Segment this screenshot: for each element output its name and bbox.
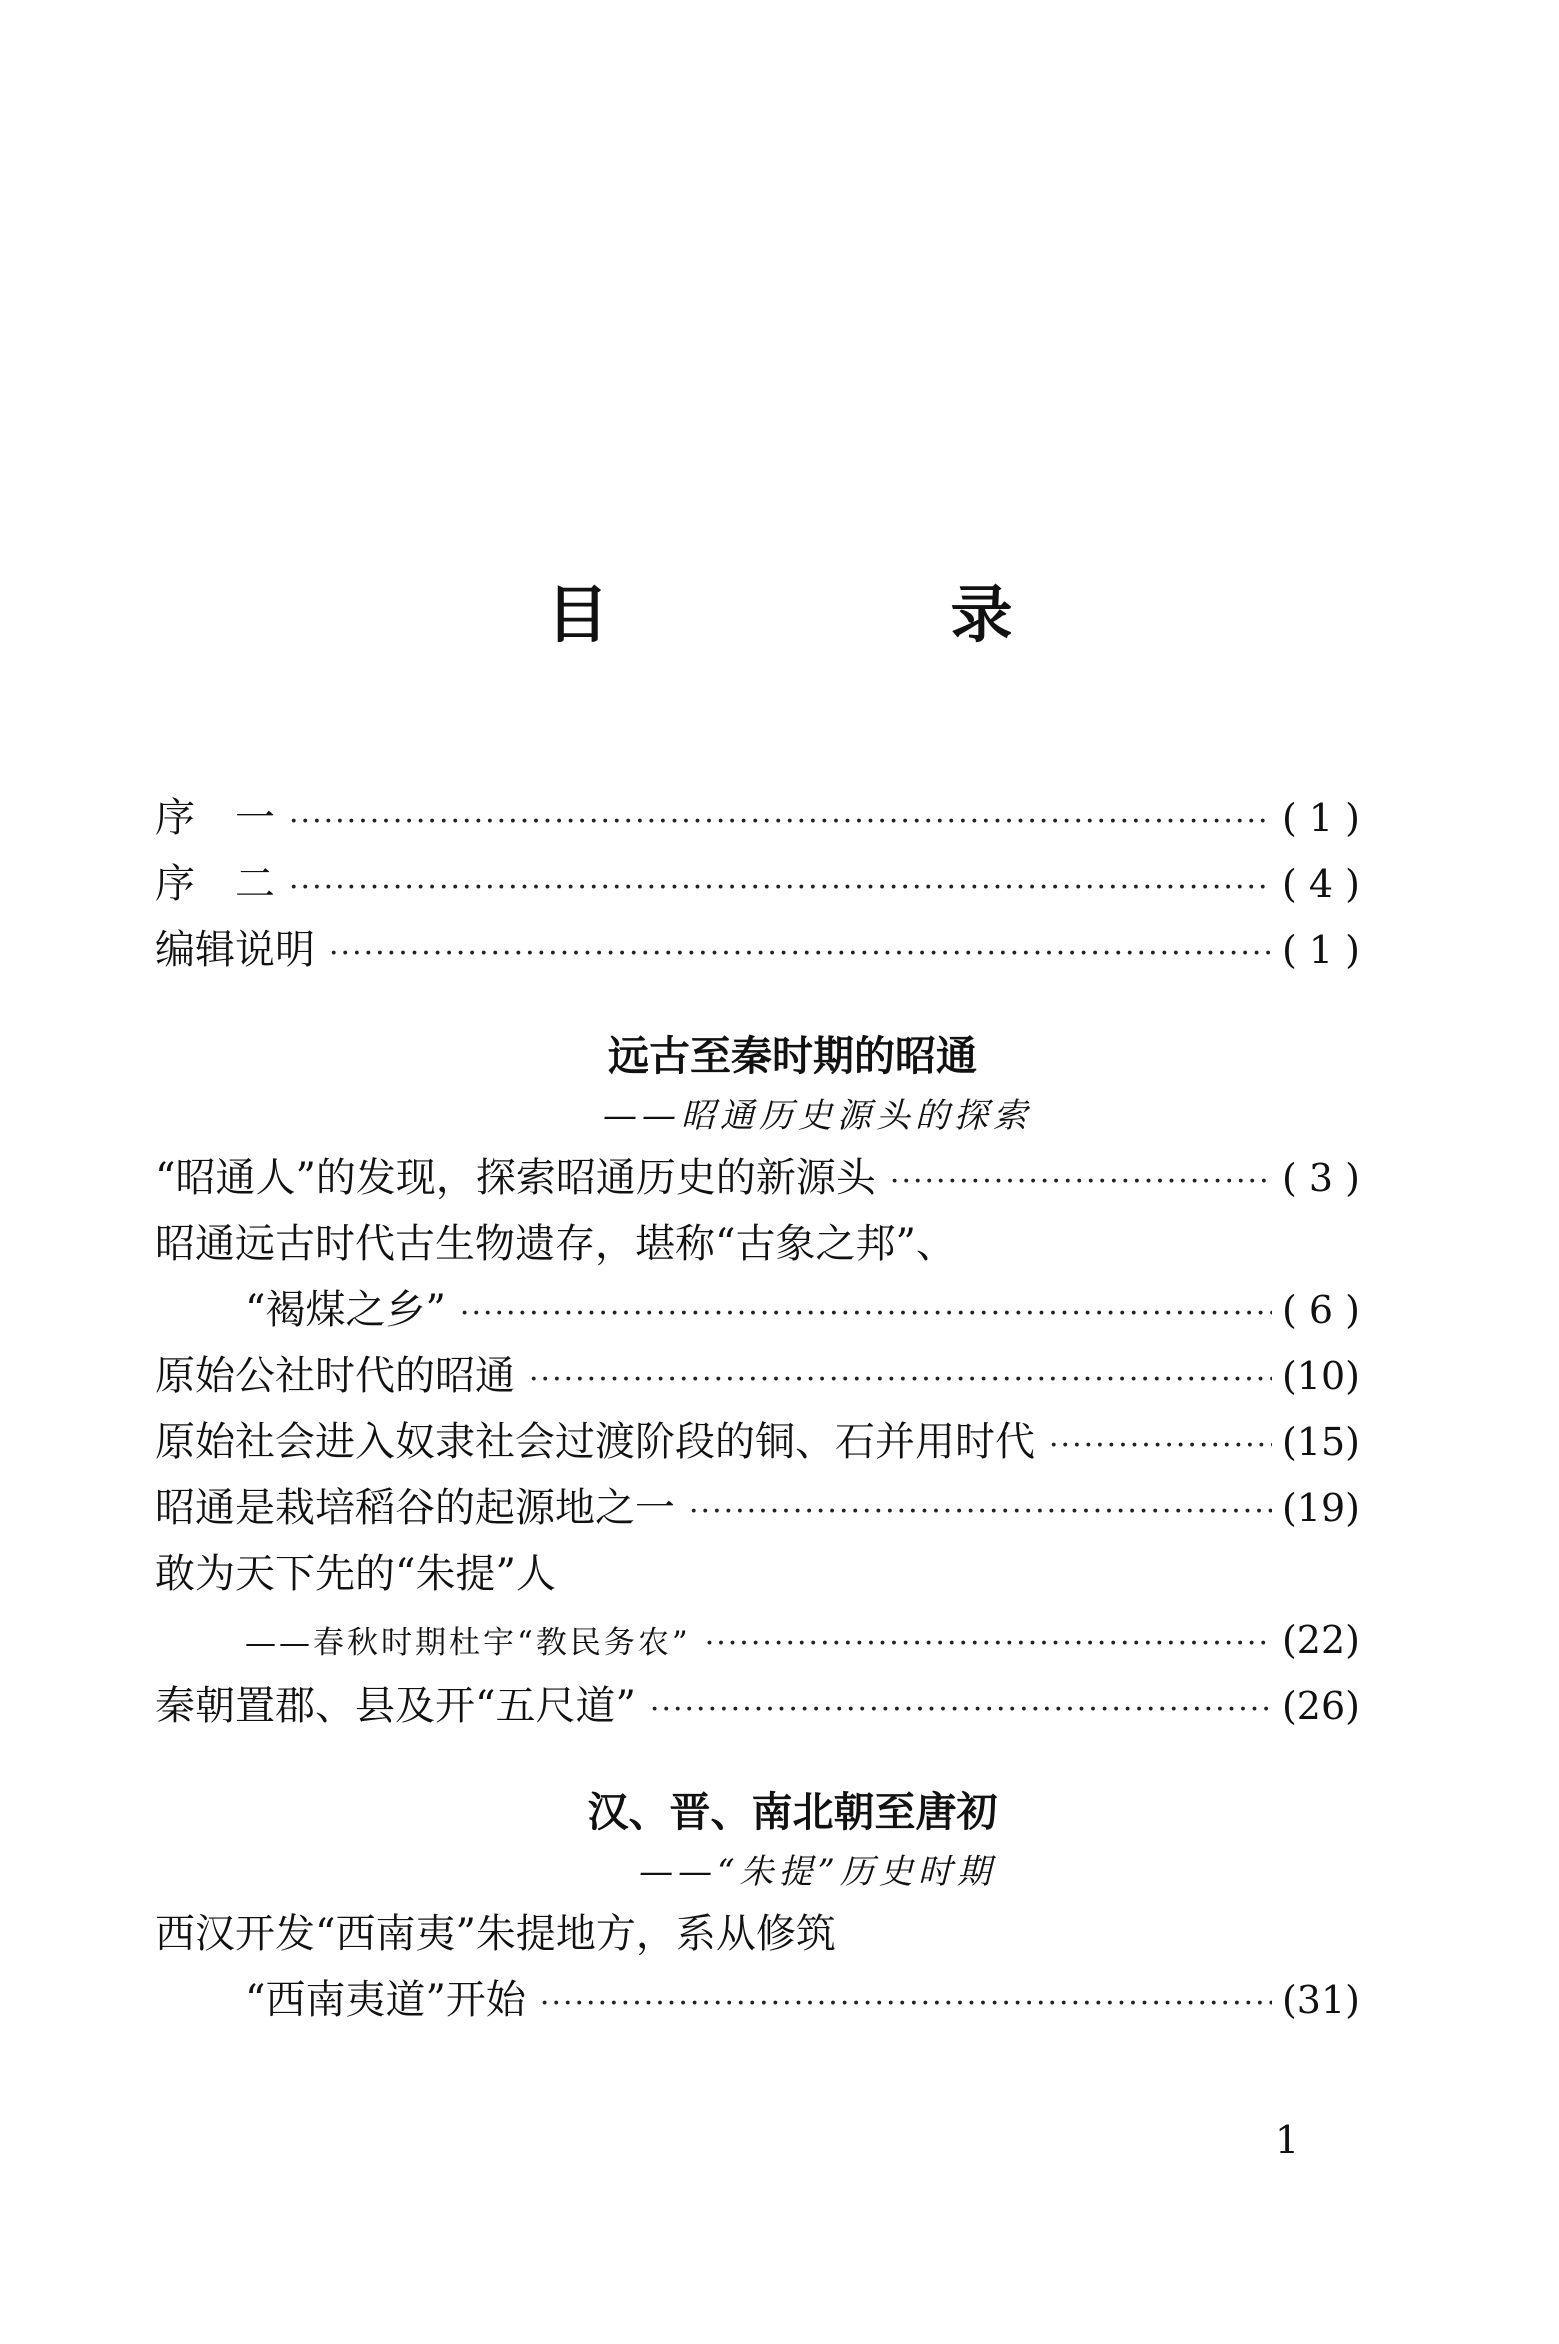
table-of-contents	[155, 785, 1360, 2033]
dot-leader	[289, 855, 1272, 921]
toc-entry[interactable]	[155, 1145, 1360, 1211]
toc-entry-label: 昭通是栽培稻谷的起源地之一	[155, 1485, 675, 1531]
page-title: 目 录	[546, 578, 1153, 651]
toc-entry-first-line[interactable]: 昭通远古时代古生物遗存，堪称“古象之邦”、	[155, 1221, 956, 1267]
toc-entry-page: ( 3 )	[1282, 1156, 1360, 1200]
toc-entry[interactable]	[155, 1607, 1360, 1673]
toc-entry[interactable]	[155, 1673, 1360, 1739]
page-number: 1	[1275, 2118, 1300, 2162]
toc-entry[interactable]	[155, 1475, 1360, 1541]
dot-leader	[289, 789, 1272, 855]
toc-entry-label: ——春秋时期杜宇“教民务农”	[245, 1625, 691, 1661]
toc-entry-first-line[interactable]: 敢为天下先的“朱提”人	[155, 1551, 556, 1597]
toc-entry-page: (22)	[1281, 1618, 1360, 1662]
dot-leader	[689, 1479, 1272, 1545]
toc-entry[interactable]	[155, 1409, 1360, 1475]
dot-leader	[1049, 1413, 1272, 1479]
toc-entry-page: (31)	[1281, 1978, 1360, 2022]
dot-leader	[540, 1971, 1272, 2037]
toc-entry-label: “西南夷道”开始	[245, 1977, 526, 2023]
toc-entry-page: (26)	[1281, 1684, 1360, 1728]
toc-entry-label: 编辑说明	[155, 927, 315, 973]
dot-leader	[529, 1347, 1272, 1413]
section-subheading: ——“朱提”历史时期	[639, 1852, 996, 1892]
toc-entry-label: 原始公社时代的昭通	[155, 1353, 515, 1399]
dot-leader	[650, 1677, 1272, 1743]
toc-entry-page: ( 1 )	[1282, 796, 1360, 840]
toc-entry-page: ( 4 )	[1282, 862, 1360, 906]
toc-entry-preface-2[interactable]	[155, 851, 1360, 917]
toc-entry-label: 原始社会进入奴隶社会过渡阶段的铜、石并用时代	[155, 1419, 1035, 1465]
toc-entry-page: (19)	[1281, 1486, 1360, 1530]
section-heading: 汉、晋、南北朝至唐初	[587, 1788, 998, 1836]
toc-entry-editorial-note[interactable]	[155, 917, 1360, 983]
toc-entry-label: 序 一	[155, 795, 275, 841]
toc-entry-page: (15)	[1281, 1420, 1360, 1464]
toc-entry-label: “昭通人”的发现，探索昭通历史的新源头	[155, 1155, 876, 1201]
toc-entry-label: 序 二	[155, 861, 275, 907]
dot-leader	[890, 1149, 1272, 1215]
toc-entry-page: ( 6 )	[1282, 1288, 1360, 1332]
toc-entry-preface-1[interactable]	[155, 785, 1360, 851]
dot-leader	[705, 1611, 1272, 1677]
toc-entry-label: 秦朝置郡、县及开“五尺道”	[155, 1683, 636, 1729]
toc-entry-label: “褐煤之乡”	[245, 1287, 446, 1333]
section-subheading: ——昭通历史源头的探索	[603, 1096, 1032, 1136]
section-heading: 远古至秦时期的昭通	[608, 1032, 977, 1080]
toc-entry[interactable]	[155, 1967, 1360, 2033]
toc-entry-page: (10)	[1281, 1354, 1360, 1398]
dot-leader	[329, 921, 1272, 987]
toc-entry[interactable]	[155, 1343, 1360, 1409]
toc-entry-first-line[interactable]: 西汉开发“西南夷”朱提地方，系从修筑	[155, 1911, 836, 1957]
toc-entry[interactable]	[155, 1277, 1360, 1343]
toc-entry-page: ( 1 )	[1282, 928, 1360, 972]
dot-leader	[460, 1281, 1272, 1347]
